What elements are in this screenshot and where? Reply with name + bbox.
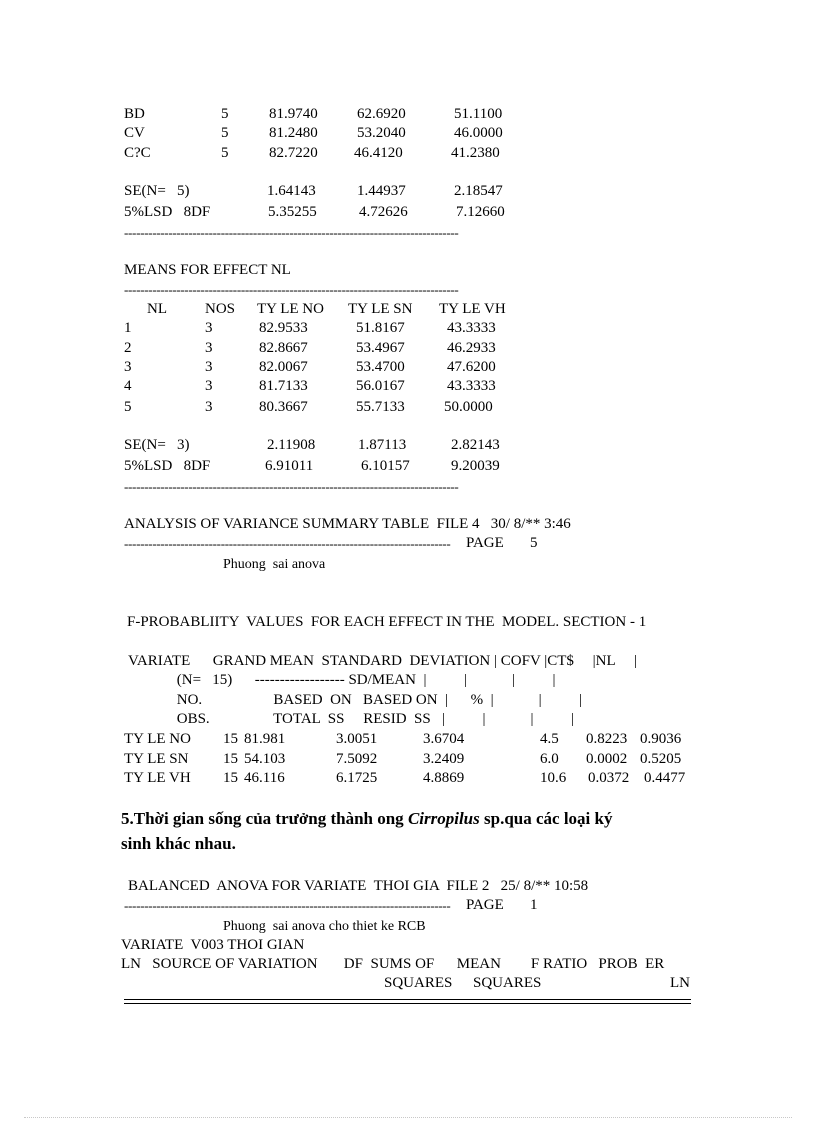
row-value: 82.8667 (259, 340, 308, 356)
lsd-value: 9.20039 (451, 458, 500, 474)
obs-count: 15 (223, 770, 238, 786)
anova-header-sums: SQUARES (384, 975, 453, 991)
anova-header-mean: SQUARES (473, 975, 542, 991)
row-value: 53.4700 (356, 359, 405, 375)
row-label: C?C (124, 145, 151, 161)
ct-prob: 0.0372 (588, 770, 630, 786)
sd-resid: 3.6704 (423, 731, 465, 747)
double-rule (124, 999, 691, 1004)
dash-divider: ----------------------------------------------------------------------------------- (124, 283, 459, 297)
lsd-value: 6.10157 (361, 458, 410, 474)
row-value: 82.9533 (259, 320, 308, 336)
dash-divider: ----------------------------------------------------------------------------------- (124, 226, 459, 240)
row-nos: 3 (205, 340, 213, 356)
row-value: 50.0000 (444, 399, 493, 415)
lsd-label: 5%LSD 8DF (124, 204, 211, 220)
section-heading (121, 807, 612, 831)
sd-total: 3.0051 (336, 731, 378, 747)
row-nos: 3 (205, 378, 213, 394)
se-label: SE(N= 5) (124, 183, 190, 199)
fprob-header-line: OBS. TOTAL SS RESID SS | | | | (128, 711, 575, 727)
row-value: 56.0167 (356, 378, 405, 394)
lsd-value: 4.72626 (359, 204, 408, 220)
se-value: 2.18547 (454, 183, 503, 199)
page-label: PAGE (466, 897, 504, 913)
cv-value: 4.5 (540, 731, 559, 747)
section-heading-line2: sinh khác nhau. (121, 834, 236, 853)
sd-resid: 4.8869 (423, 770, 465, 786)
row-value: 53.2040 (357, 125, 406, 141)
row-nos: 3 (205, 399, 213, 415)
variate-label: TY LE VH (124, 770, 191, 786)
sd-total: 7.5092 (336, 751, 378, 767)
dash-divider: --------------------------------------------------------------------------------- (124, 537, 451, 551)
se-value: 2.11908 (267, 437, 316, 453)
se-value: 1.64143 (267, 183, 316, 199)
fprob-header-line: (N= 15) ------------------ SD/MEAN | | | | (128, 672, 556, 688)
col-header: TY LE VH (439, 301, 506, 317)
variate-line: VARIATE V003 THOI GIAN (121, 937, 305, 953)
means-title: MEANS FOR EFFECT NL (124, 262, 291, 278)
row-value: 53.4967 (356, 340, 405, 356)
anova-header-ln: LN (670, 975, 690, 991)
lsd-value: 6.91011 (265, 458, 314, 474)
row-nl: 5 (124, 399, 132, 415)
row-value: 43.3333 (447, 320, 496, 336)
se-value: 1.44937 (357, 183, 406, 199)
page-number: 1 (530, 897, 538, 913)
dash-divider: --------------------------------------------------------------------------------- (124, 899, 451, 913)
row-value: 46.0000 (454, 125, 503, 141)
sd-resid: 3.2409 (423, 751, 465, 767)
nl-prob: 0.4477 (644, 770, 686, 786)
fprob-header-line: NO. BASED ON BASED ON | % | | | (128, 692, 583, 708)
col-header: NOS (205, 301, 236, 317)
page-number: 5 (530, 535, 538, 551)
row-value: 81.9740 (269, 106, 318, 122)
cv-value: 10.6 (540, 770, 567, 786)
page-label: PAGE (466, 535, 504, 551)
row-value: 46.4120 (354, 145, 403, 161)
lsd-value: 5.35255 (268, 204, 317, 220)
row-nl: 1 (124, 320, 132, 336)
page-bottom-border (24, 1117, 792, 1118)
row-nos: 5 (221, 125, 229, 141)
row-value: 62.6920 (357, 106, 406, 122)
anova-summary-title: ANALYSIS OF VARIANCE SUMMARY TABLE FILE 4 30/ 8/** 3:46 (124, 516, 571, 532)
row-value: 81.2480 (269, 125, 318, 141)
anova-subtitle: Phuong sai anova (223, 557, 326, 572)
row-nos: 5 (221, 145, 229, 161)
nl-prob: 0.5205 (640, 751, 682, 767)
row-value: 82.0067 (259, 359, 308, 375)
lsd-value: 7.12660 (456, 204, 505, 220)
species-name: Cirropilus (407, 809, 480, 828)
heading-text: 5.Thời gian sống của trưởng thành ong (121, 809, 408, 828)
heading-text: sp.qua các loại ký (479, 809, 613, 828)
row-value: 47.6200 (447, 359, 496, 375)
sd-total: 6.1725 (336, 770, 378, 786)
row-value: 41.2380 (451, 145, 500, 161)
row-label: CV (124, 125, 145, 141)
fprob-title: F-PROBABLIITY VALUES FOR EACH EFFECT IN THE MODEL. SECTION - 1 (127, 614, 647, 630)
nl-prob: 0.9036 (640, 731, 682, 747)
grand-mean: 46.116 (244, 770, 285, 786)
row-value: 55.7133 (356, 399, 405, 415)
row-nl: 2 (124, 340, 132, 356)
se-label: SE(N= 3) (124, 437, 190, 453)
variate-label: TY LE NO (124, 731, 191, 747)
dash-divider: ----------------------------------------------------------------------------------- (124, 480, 459, 494)
balanced-anova-title: BALANCED ANOVA FOR VARIATE THOI GIA FILE 2 25/ 8/** 10:58 (128, 878, 589, 894)
row-nl: 4 (124, 378, 132, 394)
cv-value: 6.0 (540, 751, 559, 767)
row-value: 43.3333 (447, 378, 496, 394)
col-header: TY LE SN (348, 301, 413, 317)
row-value: 51.8167 (356, 320, 405, 336)
ct-prob: 0.8223 (586, 731, 628, 747)
col-header: NL (147, 301, 167, 317)
variate-label: TY LE SN (124, 751, 189, 767)
row-label: BD (124, 106, 145, 122)
anova-header-line: LN SOURCE OF VARIATION DF SUMS OF MEAN F RATIO PROB ER (121, 956, 665, 972)
row-value: 81.7133 (259, 378, 308, 394)
ct-prob: 0.0002 (586, 751, 628, 767)
row-nos: 3 (205, 320, 213, 336)
row-nos: 3 (205, 359, 213, 375)
row-value: 80.3667 (259, 399, 308, 415)
row-nos: 5 (221, 106, 229, 122)
grand-mean: 54.103 (244, 751, 286, 767)
grand-mean: 81.981 (244, 731, 286, 747)
row-nl: 3 (124, 359, 132, 375)
fprob-header-line: VARIATE GRAND MEAN STANDARD DEVIATION | COFV |CT$ |NL | (128, 653, 637, 669)
se-value: 1.87113 (358, 437, 407, 453)
se-value: 2.82143 (451, 437, 500, 453)
row-value: 51.1100 (454, 106, 503, 122)
obs-count: 15 (223, 751, 238, 767)
obs-count: 15 (223, 731, 238, 747)
balanced-subtitle: Phuong sai anova cho thiet ke RCB (223, 919, 426, 934)
row-value: 82.7220 (269, 145, 318, 161)
col-header: TY LE NO (257, 301, 324, 317)
lsd-label: 5%LSD 8DF (124, 458, 211, 474)
row-value: 46.2933 (447, 340, 496, 356)
